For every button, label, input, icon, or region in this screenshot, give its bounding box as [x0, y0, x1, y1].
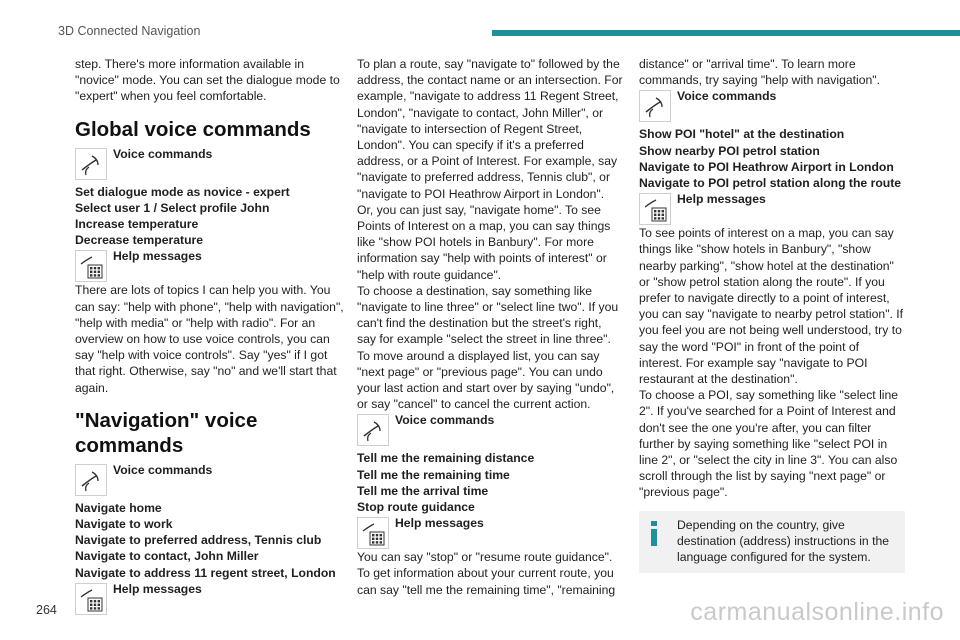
destination-selection-text: To choose a destination, say something like "navigate to line three" or "select line two". If you can't find the destination but the street's right, say for example "select the street in line three". To move around a displayed list, you can say "next page" or "previous page". You can undo your last action and start over by saying "undo", or say "cancel" to cancel the current action. — [357, 283, 619, 412]
column-3 — [639, 56, 905, 573]
command-item: Navigate to address 11 regent street, London — [75, 565, 336, 580]
help-message-icon — [75, 583, 107, 615]
navigation-voice-commands-heading: "Navigation" voice commands — [75, 408, 258, 457]
voice-commands-label: Voice commands — [113, 462, 213, 477]
command-item: Show POI "hotel" at the destination — [639, 127, 845, 142]
help-messages-label-row — [357, 515, 623, 549]
route-planning-text: To plan a route, say "navigate to" followed by the address, the contact name or an intersection. For example, "navigate to address 11 Regent Street, London", "navigate to contact, John Miller", or "navigate to intersection of Regent Street, London". You can specify if it's a preferred address, or a Point of Interest. For example, say "navigate to preferred address, Tennis club", or "navigate to POI Heathrow Airport in London". Or, you can just say, "navigate home". To see Points of Interest on a map, you can say things like "show POI hotels in Banbury". For more information say "help with points of interest" or "help with route guidance". — [357, 57, 623, 282]
info-note-text: Depending on the country, give destination (address) instructions in the language configured for the system. — [677, 517, 890, 565]
command-item: Navigate to preferred address, Tennis club — [75, 533, 322, 548]
command-item: Decrease temperature — [75, 233, 204, 248]
help-text: You can say "stop" or "resume route guidance". To get information about your current route, you can say "tell me the remaining time", "remaining — [357, 550, 616, 597]
column-2 — [357, 56, 623, 598]
voice-commands-label-row — [357, 412, 623, 446]
help-messages-label-row — [75, 248, 345, 282]
page-number: 264 — [36, 603, 57, 617]
voice-commands-label: Voice commands — [395, 413, 495, 428]
route-commands-list — [357, 450, 623, 515]
voice-commands-label-row — [75, 146, 345, 180]
navigation-commands-list — [75, 500, 345, 581]
command-item: Select user 1 / Select profile John — [75, 200, 270, 215]
voice-commands-label-row — [639, 88, 905, 122]
command-item: Navigate home — [75, 500, 162, 515]
command-item: Show nearby POI petrol station — [639, 143, 820, 158]
help-messages-label: Help messages — [113, 249, 202, 264]
page-header-title: 3D Connected Navigation — [58, 24, 201, 38]
command-item: Navigate to contact, John Miller — [75, 549, 259, 564]
column-1 — [75, 56, 345, 615]
watermark: carmanualsonline.info — [690, 598, 944, 626]
command-item: Stop route guidance — [357, 500, 475, 515]
help-message-icon — [639, 193, 671, 225]
poi-commands-list — [639, 126, 905, 191]
command-item: Navigate to POI petrol station along the route — [639, 176, 902, 191]
command-item: Increase temperature — [75, 217, 199, 232]
global-voice-commands-heading: Global voice commands — [75, 117, 311, 141]
help-messages-label: Help messages — [395, 516, 484, 531]
command-item: Navigate to POI Heathrow Airport in London — [639, 159, 894, 174]
command-item: Navigate to work — [75, 517, 173, 532]
help-messages-label: Help messages — [113, 581, 202, 596]
voice-command-icon — [75, 464, 107, 496]
info-note — [639, 511, 905, 574]
command-item: Set dialogue mode as novice - expert — [75, 184, 290, 199]
voice-command-icon — [639, 90, 671, 122]
help-text: There are lots of topics I can help you with. You can say: "help with phone", "help with navigation", "help with media" or "help with radio". For an overview on how to use voice controls, you can say "help with voice controls". Say "yes" if I got that right. Otherwise, say "no" and we'll start that again. — [75, 283, 344, 395]
help-message-icon — [75, 250, 107, 282]
info-icon — [651, 521, 657, 547]
help-message-icon — [357, 517, 389, 549]
command-item: Tell me the remaining time — [357, 467, 510, 482]
poi-help-text: To see points of interest on a map, you can say things like "show hotels in Banbury", "show nearby parking", "show hotel at the destination" or "show petrol station along the route". If you prefer to navigate directly to a point of interest, you can say "navigate to nearby petrol station". If you feel you are not being well understood, try to say the word "POI" in front of the point of interest. For example say "navigate to POI restaurant at the destination". — [639, 226, 904, 387]
global-commands-list — [75, 184, 345, 249]
header-accent-bar — [492, 30, 960, 36]
help-messages-label-row — [75, 581, 345, 615]
voice-commands-label: Voice commands — [677, 89, 777, 104]
command-item: Tell me the remaining distance — [357, 451, 535, 466]
poi-selection-text: To choose a POI, say something like "select line 2". If you've searched for a Point of Interest and don't see the one you're after, you can filter further by saying something like "select POI in line 2", or "select the city in line 3". You can also scroll through the list by saying "next page" or "previous page". — [639, 388, 899, 500]
voice-commands-label-row — [75, 462, 345, 496]
command-item: Tell me the arrival time — [357, 483, 489, 498]
help-messages-label-row — [639, 191, 905, 225]
voice-commands-label: Voice commands — [113, 146, 213, 161]
continued-text: distance" or "arrival time". To learn more commands, try saying "help with navigation". — [639, 57, 881, 88]
help-messages-label: Help messages — [677, 192, 766, 207]
intro-text: step. There's more information available in "novice" mode. You can set the dialogue mode to "expert" when you feel comfortable. — [75, 57, 340, 104]
voice-command-icon — [75, 148, 107, 180]
voice-command-icon — [357, 414, 389, 446]
